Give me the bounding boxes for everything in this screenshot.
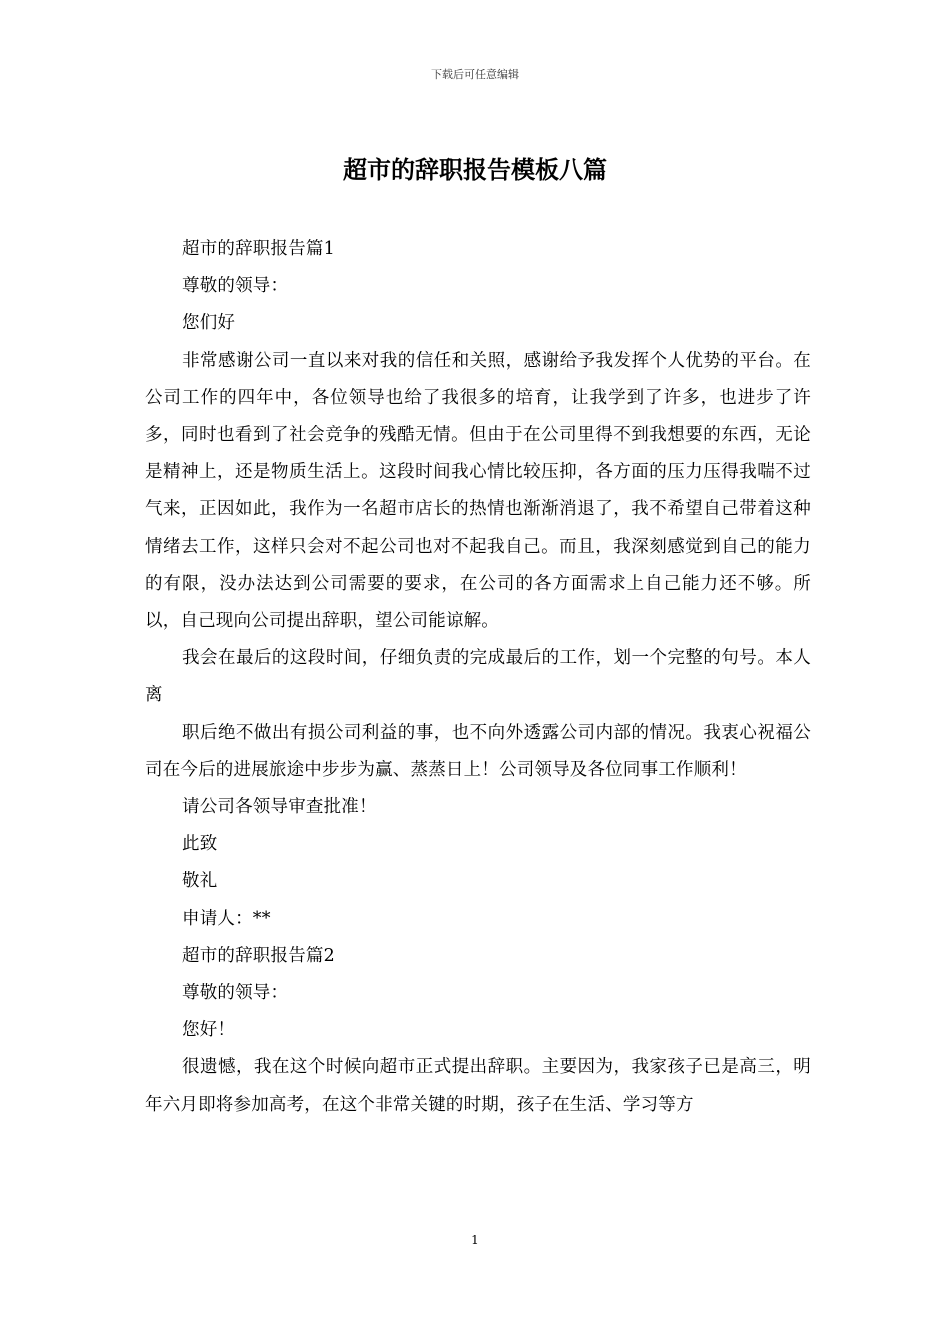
closing-regards: 敬礼 xyxy=(182,871,218,892)
document-title: 超市的辞职报告模板八篇 xyxy=(343,155,607,184)
applicant-line: 申请人：** xyxy=(182,908,271,929)
body-paragraph: 很遗憾，我在这个时候向超市正式提出辞职。主要因为，我家孩子已是高三，明年六月即将参加高考，在这个非常关键的时期，孩子在生活、学习等方 xyxy=(145,1057,811,1115)
greeting: 您好！ xyxy=(182,1020,236,1041)
body-paragraph: 非常感谢公司一直以来对我的信任和关照，感谢给予我发挥个人优势的平台。在公司工作的四年中，各位领导也给了我很多的培育，让我学到了许多，也进步了许多，同时也看到了社会竞争的残酷无情。但由于在公司里得不到我想要的东西，无论是精神上，还是物质生活上。这段时间我心情比较压抑，各方面的压力压得我喘不过气来，正因如此，我作为一名超市店长的热情也渐渐消退了，我不希望自己带着这种情绪去工作，这样只会对不起公司也对不起我自己。而且，我深刻感觉到自己的能力的有限，没办法达到公司需要的要求，在公司的各方面需求上自己能力还不够。所以，自己现向公司提出辞职，望公司能谅解。 xyxy=(145,350,811,632)
request-line: 请公司各领导审查批准！ xyxy=(182,797,377,818)
body-paragraph: 我会在最后的这段时间，仔细负责的完成最后的工作，划一个完整的句号。本人离 xyxy=(145,648,811,706)
body-paragraph: 职后绝不做出有损公司利益的事，也不向外透露公司内部的情况。我衷心祝福公司在今后的进展旅途中步步为赢、蒸蒸日上！公司领导及各位同事工作顺利！ xyxy=(145,722,811,780)
page-number: 1 xyxy=(471,1233,479,1247)
header-note: 下载后可任意编辑 xyxy=(431,68,519,81)
section-heading-1: 超市的辞职报告篇1 xyxy=(182,239,335,259)
salutation: 尊敬的领导： xyxy=(182,276,289,297)
document-body xyxy=(145,231,811,1124)
greeting: 您们好 xyxy=(182,313,236,334)
section-heading-2: 超市的辞职报告篇2 xyxy=(182,945,335,966)
closing-line: 此致 xyxy=(182,834,218,855)
salutation: 尊敬的领导： xyxy=(182,983,289,1004)
